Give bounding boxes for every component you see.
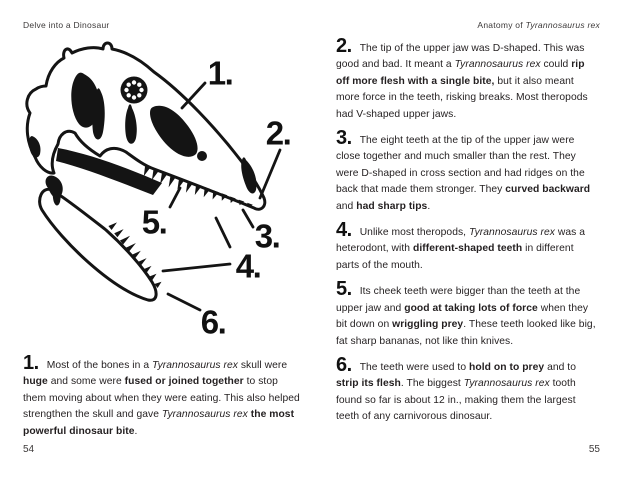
paragraph-4-text: Unlike most theropods, Tyrannosaurus rex was a heterodont, with different-shaped teeth in different parts of the mouth. [336,227,586,271]
paragraph-2-text: The tip of the upper jaw was D-shaped. This was good and bad. It meant a Tyrannosaurus rex could rip off more flesh with a single bite, but it also meant more force in the teeth, risking breaks. Most theropods had V-shaped upper jaws. [336,43,588,120]
skull-lower-jaw-outline [40,189,156,300]
running-head-right [477,20,600,30]
figure-label-3: 3. [254,217,280,255]
paragraph-4-number: 4. [336,219,352,242]
figure-label-5: 5. [141,203,167,241]
figure-label-6: 6. [200,303,226,341]
paragraph-3-text: The eight teeth at the tip of the upper jaw were close together and much smaller than the rest. They were D-shaped in cross section and had ridges on the back that made them stronger. They curved backward and had sharp tips. [336,135,591,212]
maxillary-opening [197,151,207,161]
text-column [336,35,599,436]
running-head-right-species: Tyrannosaurus rex [525,20,600,30]
paragraph-6-text: The teeth were used to hold on to prey and to strip its flesh. The biggest Tyrannosaurus rex tooth found so far is about 12 in., making them the largest teeth of any carnivorous dinosaur. [336,361,576,423]
figure-label-4: 4. [235,247,261,285]
running-head-left: Delve into a Dinosaur [23,20,110,30]
paragraph-4 [336,219,599,274]
paragraph-1-number: 1. [23,352,39,374]
running-head-right-prefix: Anatomy of [477,20,526,30]
paragraph-5-text: Its cheek teeth were bigger than the teeth at the upper jaw and good at taking lots of force when they bit down on wriggling prey. These teeth looked like big, fat sharp bananas, not like thin knives. [336,286,596,347]
trex-skull-illustration [6,40,306,358]
paragraph-3 [336,127,599,215]
page-number-left: 54 [23,444,35,455]
paragraph-6 [336,353,599,426]
paragraph-5-number: 5. [336,278,352,301]
paragraph-3-number: 3. [336,127,352,150]
paragraph-1 [23,352,300,440]
paragraph-2 [336,35,599,123]
paragraph-6-number: 6. [336,353,352,376]
skull-figure [6,40,306,358]
paragraph-2-number: 2. [336,35,352,57]
figure-label-2: 2. [265,114,291,152]
page-number-right: 55 [588,444,600,455]
figure-label-1: 1. [207,54,233,92]
paragraph-5 [336,278,599,350]
sclerotic-ring-icon [121,77,148,104]
paragraph-1-text: Most of the bones in a Tyrannosaurus rex skull were huge and some were fused or joined together to stop them moving about when they were eating. This also helped strengthen the skull and gave Tyrannosaurus rex the most powerful dinosaur bite. [23,360,300,437]
